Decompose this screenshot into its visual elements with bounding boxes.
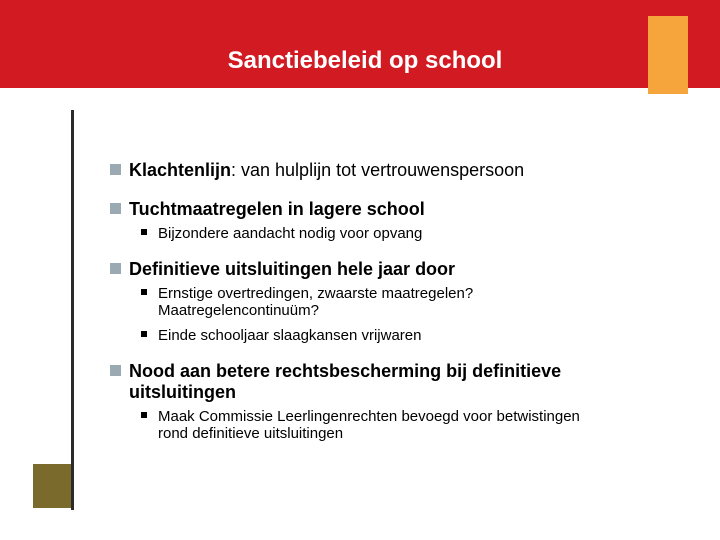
vertical-rule bbox=[71, 110, 74, 510]
list-item bbox=[110, 199, 700, 220]
small-square-bullet-icon bbox=[141, 412, 147, 418]
sub-bullet-text: Einde schooljaar slaagkansen vrijwaren bbox=[158, 327, 422, 344]
sub-bullet-text: Bijzondere aandacht nodig voor opvang bbox=[158, 225, 423, 242]
sub-list-item bbox=[110, 285, 700, 319]
accent-bar-extension bbox=[648, 88, 688, 94]
square-bullet-icon bbox=[110, 203, 121, 214]
bullet-heading-line: Nood aan betere rechtsbescherming bij definitieve bbox=[129, 361, 562, 381]
sub-bullet-line: Maatregelencontinuüm? bbox=[158, 302, 319, 319]
square-bullet-icon bbox=[110, 263, 121, 274]
bullet-heading: Klachtenlijn bbox=[129, 160, 232, 180]
sub-bullet-line: rond definitieve uitsluitingen bbox=[158, 425, 344, 442]
square-bullet-icon bbox=[110, 164, 121, 175]
sub-bullet-line: Maak Commissie Leerlingenrechten bevoegd voor betwistingen bbox=[158, 408, 580, 425]
sub-list-item bbox=[110, 327, 700, 344]
small-square-bullet-icon bbox=[141, 289, 147, 295]
square-bullet-icon bbox=[110, 365, 121, 376]
list-item bbox=[110, 259, 700, 280]
bullet-heading: Tuchtmaatregelen in lagere school bbox=[129, 199, 425, 219]
list-item bbox=[110, 361, 700, 403]
small-square-bullet-icon bbox=[141, 331, 147, 337]
sub-list-item bbox=[110, 408, 700, 442]
list-item bbox=[110, 160, 700, 181]
bullet-heading: Definitieve uitsluitingen hele jaar door bbox=[129, 259, 456, 279]
accent-bar bbox=[648, 16, 688, 88]
sub-list-item bbox=[110, 225, 700, 242]
bullet-text: : van hulplijn tot vertrouwenspersoon bbox=[231, 160, 525, 180]
sub-bullet-line: Ernstige overtredingen, zwaarste maatregelen? bbox=[158, 285, 474, 302]
bullet-list bbox=[110, 160, 700, 442]
bullet-heading-line: uitsluitingen bbox=[129, 382, 236, 402]
small-square-bullet-icon bbox=[141, 229, 147, 235]
slide-title: Sanctiebeleid op school bbox=[227, 47, 503, 74]
footer-block bbox=[33, 464, 71, 508]
